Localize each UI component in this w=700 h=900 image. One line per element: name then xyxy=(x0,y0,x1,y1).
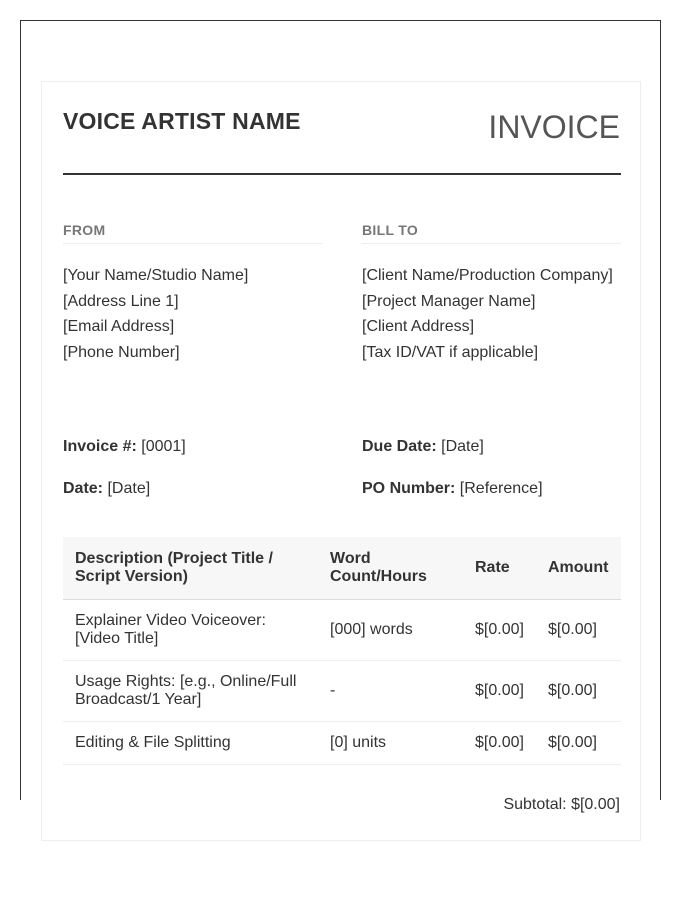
invoice-number-label: Invoice #: xyxy=(63,438,137,455)
bill-to-line: [Client Name/Production Company] xyxy=(362,267,613,284)
item-rate: $[0.00] xyxy=(463,600,536,661)
title-divider xyxy=(63,173,621,175)
document-title: INVOICE xyxy=(488,109,620,145)
item-description: Usage Rights: [e.g., Online/Full Broadcast/1 Year] xyxy=(63,661,318,722)
po-number xyxy=(362,480,543,498)
po-number-label: PO Number: xyxy=(362,480,456,497)
table-row xyxy=(63,600,621,661)
column-header-quantity: Word Count/Hours xyxy=(318,537,463,600)
from-line: [Email Address] xyxy=(63,318,175,335)
item-amount: $[0.00] xyxy=(536,661,621,722)
invoice-date xyxy=(63,480,150,498)
item-description: Explainer Video Voiceover: [Video Title] xyxy=(63,600,318,661)
invoice-date-label: Date: xyxy=(63,480,104,497)
from-line: [Your Name/Studio Name] xyxy=(63,267,249,284)
table-header-row xyxy=(63,537,621,600)
bill-to-address xyxy=(362,263,621,365)
bill-to-section xyxy=(362,222,621,365)
table-row xyxy=(63,661,621,722)
table-row xyxy=(63,722,621,765)
item-amount: $[0.00] xyxy=(536,722,621,765)
page-frame xyxy=(20,20,661,813)
item-quantity: - xyxy=(318,661,463,722)
item-description: Editing & File Splitting xyxy=(63,722,318,765)
bill-to-line: [Project Manager Name] xyxy=(362,292,536,310)
column-header-amount: Amount xyxy=(536,537,621,600)
invoice-number-value: [0001] xyxy=(141,438,186,455)
invoice-date-value: [Date] xyxy=(107,480,151,497)
artist-name: VOICE ARTIST NAME xyxy=(63,108,301,134)
item-rate: $[0.00] xyxy=(463,661,536,722)
po-number-value: [Reference] xyxy=(459,480,543,497)
column-header-rate: Rate xyxy=(463,537,536,600)
from-line: [Phone Number] xyxy=(63,343,180,361)
subtotal-value: $[0.00] xyxy=(571,796,620,813)
item-amount: $[0.00] xyxy=(536,600,621,661)
bill-to-line: [Tax ID/VAT if applicable] xyxy=(362,343,539,361)
from-section xyxy=(63,222,322,365)
due-date xyxy=(362,438,484,456)
from-line: [Address Line 1] xyxy=(63,292,179,310)
bill-to-label: BILL TO xyxy=(362,222,621,244)
item-quantity: [0] units xyxy=(318,722,463,765)
from-label: FROM xyxy=(63,222,322,244)
from-address xyxy=(63,263,322,365)
invoice-sheet xyxy=(41,81,641,841)
bill-to-line: [Client Address] xyxy=(362,318,475,335)
subtotal xyxy=(503,796,620,814)
invoice-number xyxy=(63,438,186,456)
subtotal-label: Subtotal: xyxy=(503,796,567,813)
item-rate: $[0.00] xyxy=(463,722,536,765)
due-date-label: Due Date: xyxy=(362,438,437,455)
item-quantity: [000] words xyxy=(318,600,463,661)
column-header-description: Description (Project Title / Script Version) xyxy=(63,537,318,600)
line-items-table xyxy=(63,537,621,765)
due-date-value: [Date] xyxy=(441,438,484,455)
